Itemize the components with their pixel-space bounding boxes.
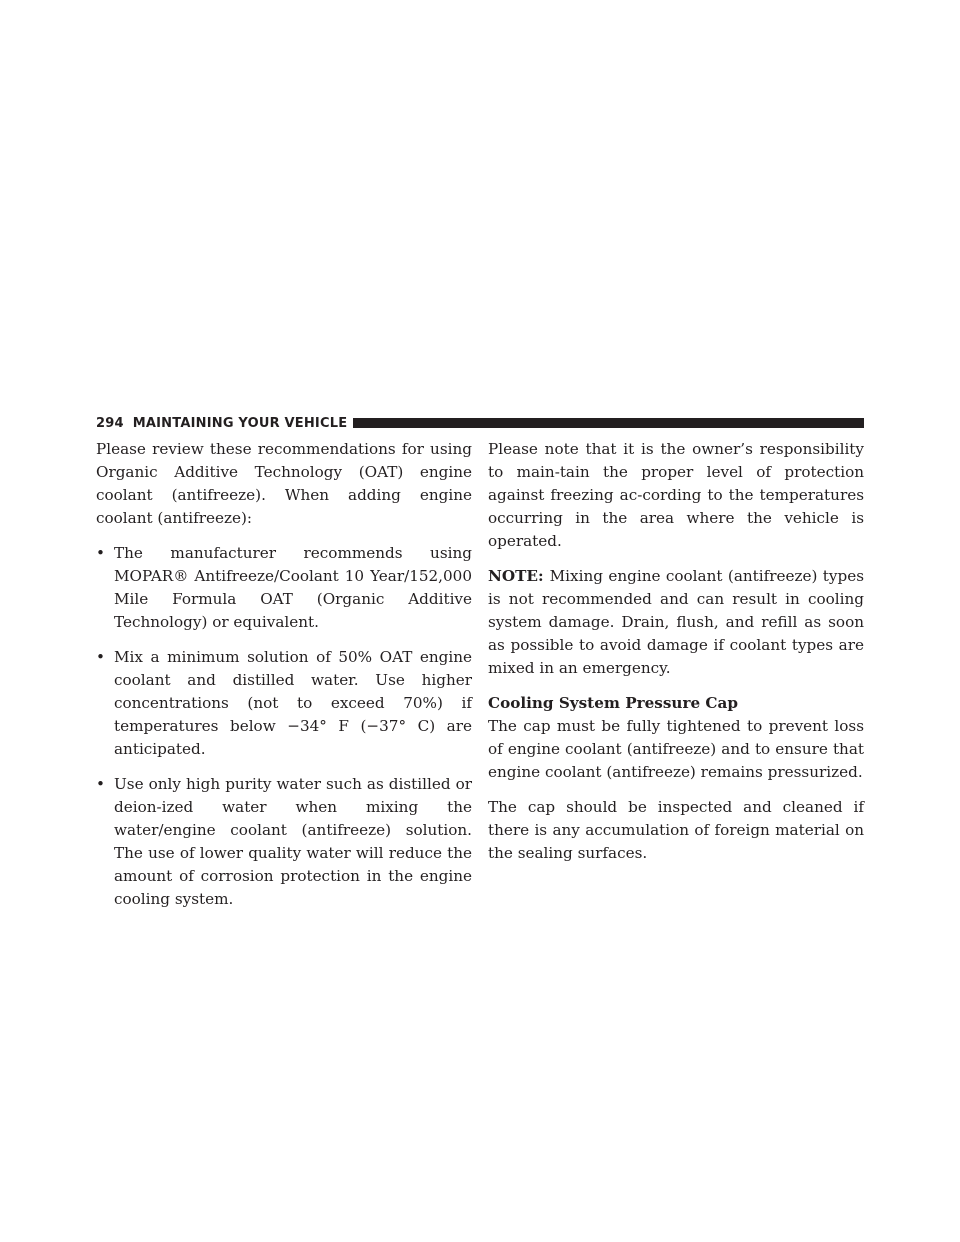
list-item-text: The manufacturer recommends using MOPAR® Antifreeze/Coolant 10 Year/152,000 Mile Formula OAT (Organic Additive Technology) or equivalent. [114, 544, 472, 631]
page-number: 294 [96, 415, 124, 431]
intro-paragraph: Please review these recommendations for using Organic Additive Technology (OAT) engine coolant (antifreeze). When adding engine coolant (antifreeze): [96, 440, 472, 527]
owner-responsibility-paragraph: Please note that it is the owner’s responsibility to main-tain the proper level of protection against freezing ac-cording to the temperatures occurring in the area where the vehicle is operated. [488, 440, 864, 550]
bullet-icon: • [96, 775, 105, 793]
list-item-text: Mix a minimum solution of 50% OAT engine coolant and distilled water. Use higher concentrations (not to exceed 70%) if temperatures below −34° F (−37° C) are anticipated. [114, 648, 472, 758]
note-text: Mixing engine coolant (antifreeze) types is not recommended and can result in cooling system damage. Drain, flush, and refill as soon as possible to avoid damage if coolant types are mixed in an emergency. [488, 567, 864, 677]
list-item [96, 542, 472, 634]
header-rule [353, 418, 864, 428]
recommendation-list [96, 542, 472, 911]
bullet-icon: • [96, 648, 105, 666]
note-label: NOTE: [488, 567, 544, 585]
bullet-icon: • [96, 544, 105, 562]
right-column [488, 438, 864, 877]
page-header [96, 414, 864, 432]
list-item-text: Use only high purity water such as distilled or deion-ized water when mixing the water/engine coolant (antifreeze) solution. The use of lower quality water will reduce the amount of corrosion protection in the engine cooling system. [114, 775, 472, 908]
left-column [96, 438, 472, 923]
section-title: MAINTAINING YOUR VEHICLE [132, 415, 348, 431]
cap-paragraph-1: The cap must be fully tightened to prevent loss of engine coolant (antifreeze) and to ensure that engine coolant (antifreeze) remains pressurized. [488, 717, 864, 781]
note-paragraph [488, 565, 864, 680]
cap-paragraph-2: The cap should be inspected and cleaned if there is any accumulation of foreign material on the sealing surfaces. [488, 798, 864, 862]
subheading-pressure-cap: Cooling System Pressure Cap [488, 694, 738, 712]
list-item [96, 773, 472, 911]
list-item [96, 646, 472, 761]
